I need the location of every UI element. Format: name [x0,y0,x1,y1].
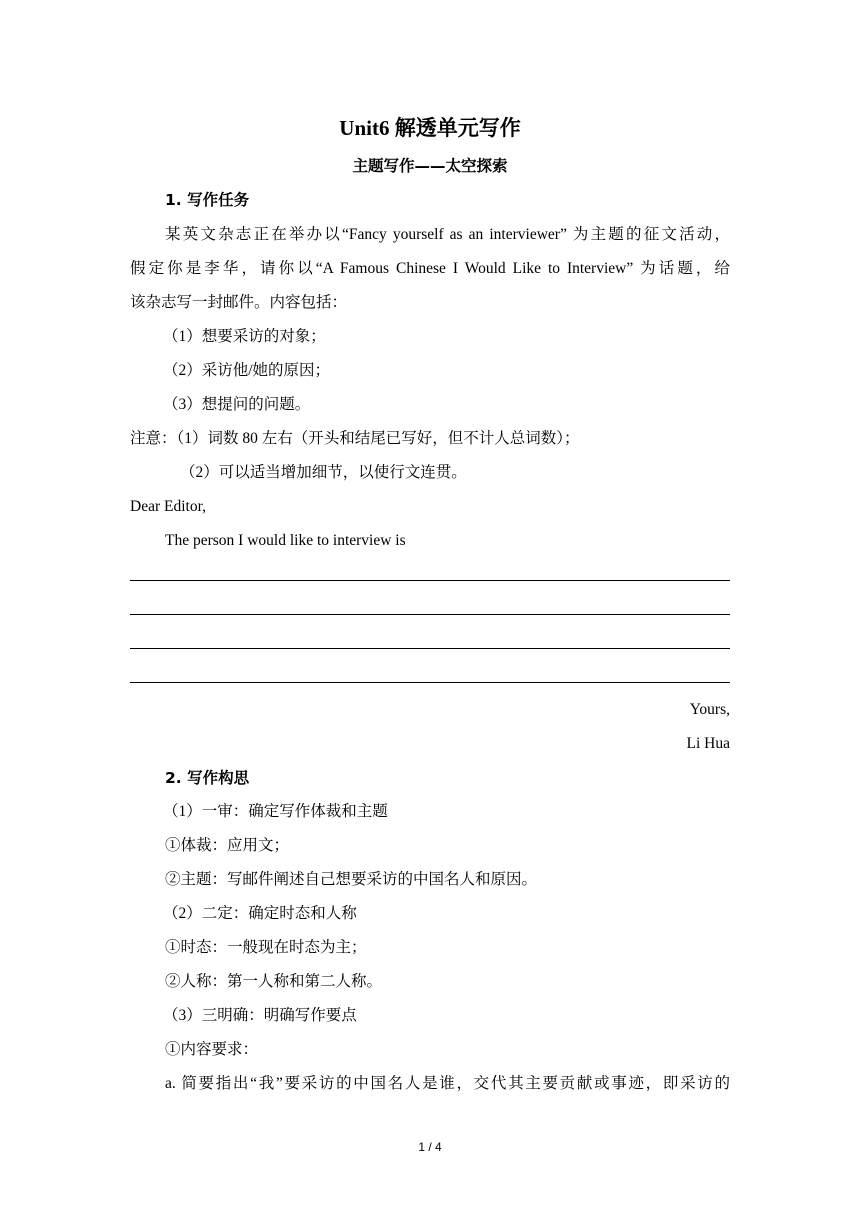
plan-line-5: ①时态：一般现在时态为主； [165,939,367,956]
plan-line-9: a. 简要指出“我”要采访的中国名人是谁，交代其主要贡献或事迹，即采访的 [165,1075,730,1092]
answer-line-2 [130,614,730,615]
task-item-2: （2）采访他/她的原因； [163,362,331,379]
page-title: Unit6 解透单元写作 [339,116,521,140]
task-note-line-2: （2）可以适当增加细节，以使行文连贯。 [180,464,467,481]
page-subtitle: 主题写作——太空探索 [352,157,508,175]
task-item-1: （1）想要采访的对象； [163,328,326,345]
plan-line-8: ①内容要求： [165,1041,259,1058]
page-number: 1 / 4 [418,1140,442,1154]
plan-line-7: （3）三明确：明确写作要点 [163,1007,357,1024]
task-note-line-1: 注意：（1）词数 80 左右（开头和结尾已写好，但不计人总词数）； [130,430,580,447]
answer-line-4 [130,682,730,683]
plan-heading: 2. 写作构思 [165,769,250,787]
answer-line-3 [130,648,730,649]
letter-opening: The person I would like to interview is [165,532,406,549]
letter-signature: Li Hua [686,735,730,752]
task-heading: 1. 写作任务 [165,191,250,209]
plan-line-6: ②人称：第一人称和第二人称。 [165,973,383,990]
task-intro-line-2: 假定你是李华，请你以“A Famous Chinese I Would Like to Interview” 为话题，给 [130,260,730,277]
plan-line-1: （1）一审：确定写作体裁和主题 [163,803,388,820]
plan-line-3: ②主题：写邮件阐述自己想要采访的中国名人和原因。 [165,871,538,888]
plan-line-2: ①体裁：应用文； [165,837,290,854]
task-intro-line-1: 某英文杂志正在举办以“Fancy yourself as an interviewer” 为主题的征文活动， [165,226,730,243]
task-intro-line-3: 该杂志写一封邮件。内容包括： [130,294,348,311]
plan-line-4: （2）二定：确定时态和人称 [163,905,357,922]
task-item-3: （3）想提问的问题。 [163,396,311,413]
letter-closing: Yours, [689,701,730,718]
answer-line-1 [130,580,730,581]
letter-greeting: Dear Editor, [130,498,206,515]
